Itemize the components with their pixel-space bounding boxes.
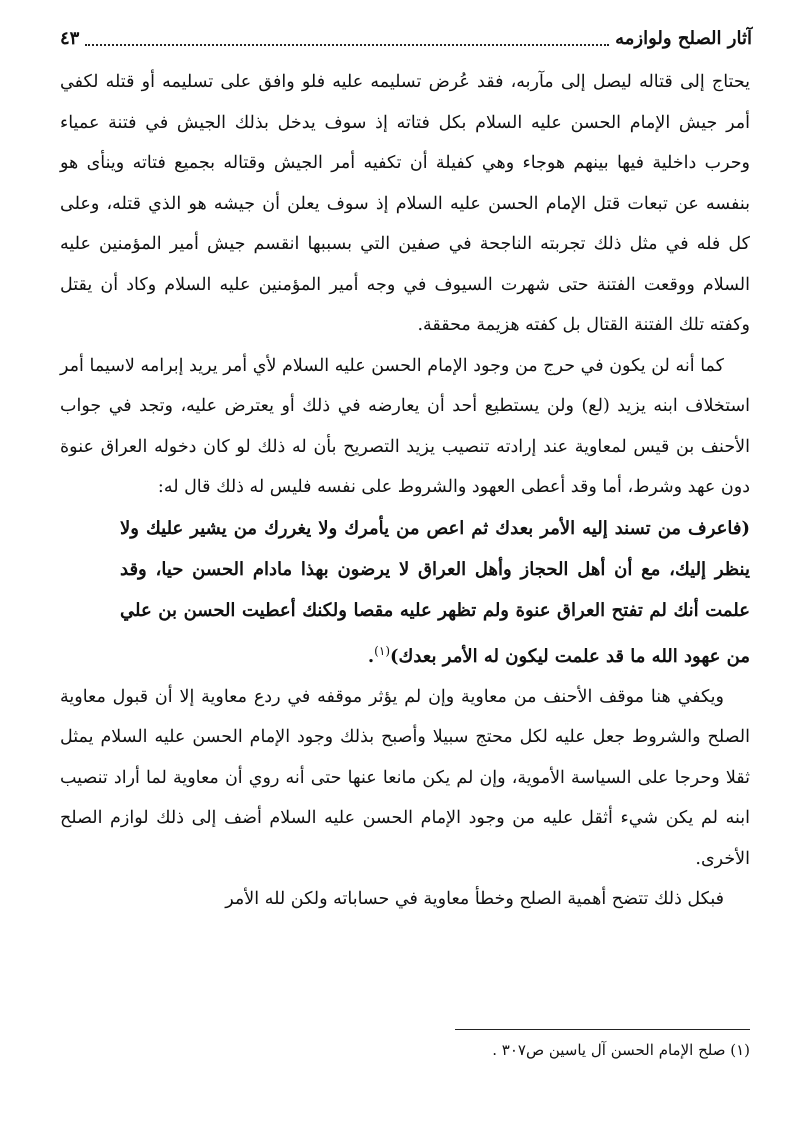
paragraph-2: كما أنه لن يكون في حرج من وجود الإمام الحسن عليه السلام لأي أمر يريد إبرامه لاسيما أمر استخلاف ابنه يزيد (لع) ولن يستطيع أحد أن يعارضه في ذلك أو يعترض عليه، وتجد في جواب الأحنف بن قيس لمعاوية عند إرادته تنصيب يزيد التصريح بأن له ذلك لو كان دخوله العراق عنوة دون عهد وشرط، أما وقد أعطى العهود والشروط على نفسه فليس له ذلك قال له: — [60, 355, 750, 497]
page-body — [60, 62, 750, 920]
quote-end: . — [367, 645, 375, 667]
header-title: آثار الصلح ولوازمه — [615, 28, 752, 49]
quote-text: (فاعرف من تسند إليه الأمر بعدك ثم اعص من يأمرك ولا يغررك من يشير عليك ولا ينظر إليك، مع أن أهل الحجاز وأهل العراق لا يرضون بهذا مادام الحسن حيا، وقد علمت أنك لم تفتح العراق عنوة ولم تظهر عليه مقصا ولكنك أعطيت الحسن بن علي من عهود الله ما قد علمت ليكون له الأمر بعدك) — [120, 517, 750, 667]
footnote-reference[interactable]: (١) — [374, 643, 390, 658]
running-header — [60, 22, 752, 56]
paragraph-3: ويكفي هنا موقف الأحنف من معاوية وإن لم يؤثر موقفه في ردع معاوية إلا أن قبول معاوية الصلح والشروط جعل عليه لكل محتج سبيلا وأصبح بذلك وجود الإمام الحسن عليه السلام يمثل ثقلا وحرجا على السياسة الأموية، وإن لم يكن مانعا عنها حتى أنه روي أن معاوية لما أراد تنصيب ابنه لم يكن شيء أثقل عليه من وجود الإمام الحسن عليه السلام أضف إلى ذلك لوازم الصلح الأخرى. — [60, 686, 750, 869]
header-leader-dots — [85, 44, 609, 46]
footnote-separator — [455, 1029, 750, 1030]
paragraph-4: فبكل ذلك تتضح أهمية الصلح وخطأ معاوية في حساباته ولكن لله الأمر — [225, 889, 724, 909]
block-quote — [60, 508, 750, 677]
footnote: (١) صلح الإمام الحسن آل ياسين ص٣٠٧ . — [492, 1041, 750, 1059]
paragraph-1: يحتاج إلى قتاله ليصل إلى مآربه، فقد عُرض تسليمه عليه فلو وافق على تسليمه أو قتله لكفي أمر جيش الإمام الحسن عليه السلام بكل فتاته إذ سوف يدخل بذلك الجيش في فتنة عمياء وحرب داخلية فيها بينهم هوجاء وهي كفيلة أن تكفيه أمر الجيش وقتاله بجميع فتاته وينأى هو بنفسه عن تبعات قتل الإمام الحسن عليه السلام إذ سوف يعلن أن جيشه هو الذي قتله، وعلى كل فله في مثل ذلك تجربته الناجحة في صفين التي بسببها انقسم جيش أمير المؤمنين عليه السلام ووقعت الفتنة حتى شهرت السيوف في وجه أمير المؤمنين عليه السلام وكاد أن يقتل وكفته تلك الفتنة القتال بل كفته هزيمة محققة. — [60, 72, 750, 335]
page-number: ٤٣ — [60, 28, 80, 49]
